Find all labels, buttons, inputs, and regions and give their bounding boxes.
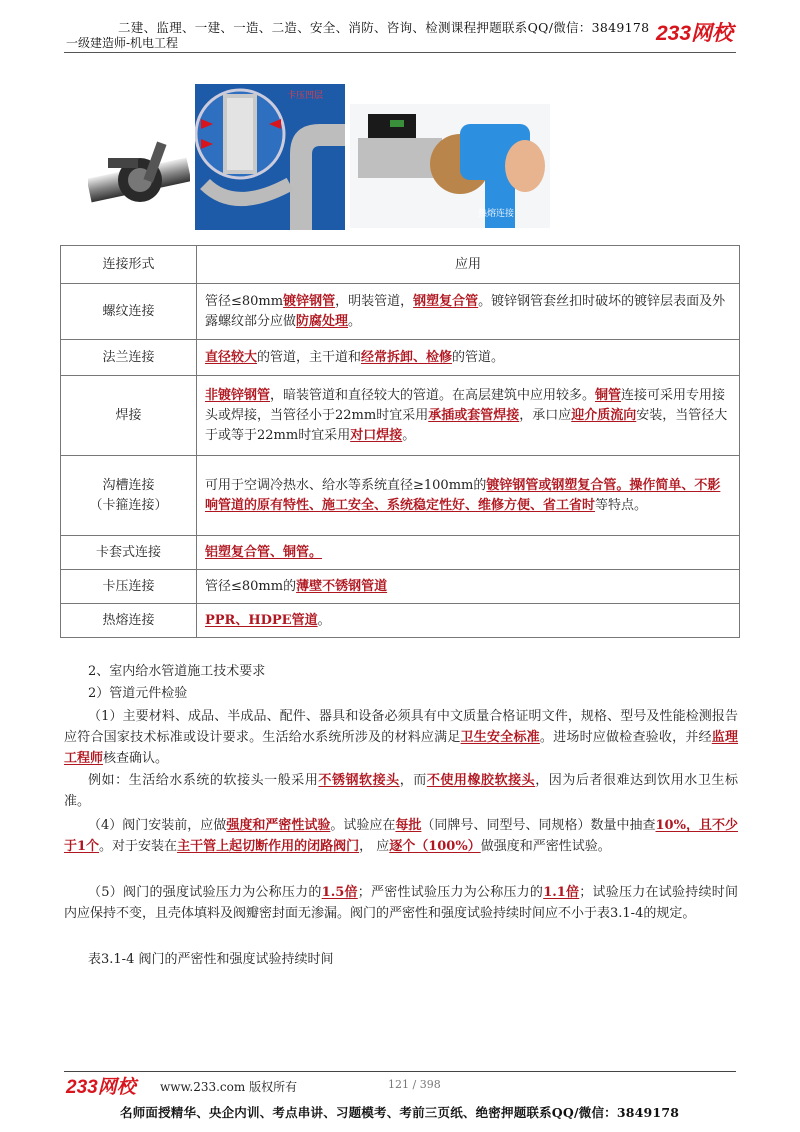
header-subject: 一级建造师-机电工程 (66, 36, 179, 50)
row-label: 焊接 (61, 376, 197, 456)
header-divider (64, 52, 736, 53)
row-application: PPR、HDPE管道。 (197, 604, 740, 638)
row-label: 法兰连接 (61, 340, 197, 376)
paragraph-valve-test: （4）阀门安装前，应做强度和严密性试验。试验应在每批（同牌号、同型号、同规格）数量中抽查10%，且不少于1个。对于安装在主干管上起切断作用的闭路阀门， 应逐个（100%）做强度和严密性试验。 (64, 818, 738, 854)
svg-text:233网校: 233网校 (66, 1077, 136, 1098)
hot-melt-fusion-photo (350, 104, 550, 228)
row-application: 非镀锌钢管，暗装管道和直径较大的管道。在高层建筑中应用较多。铜管连接可采用专用接头或焊接，当管径小于22mm时宜采用承插或套管焊接，承口应迎介质流向安装，当管径大于或等于22mm时宜采用对口焊接。 (197, 376, 740, 456)
column-header-application: 应用 (197, 246, 740, 284)
column-header-form: 连接形式 (61, 246, 197, 284)
header-logo[interactable] (654, 18, 744, 46)
svg-text:热熔连接: 热熔连接 (478, 209, 515, 219)
section-heading: 2、室内给水管道施工技术要求 (88, 664, 266, 679)
table-header-row (61, 246, 740, 284)
table-row-fusion (61, 604, 740, 638)
row-application: 管径≤80mm的薄壁不锈钢管道 (197, 570, 740, 604)
pipe-connection-table (60, 245, 740, 638)
row-application: 直径较大的管道，主干道和经常拆卸、检修的管道。 (197, 340, 740, 376)
row-application: 铝塑复合管、铜管。 (197, 536, 740, 570)
paragraph-material-inspection: （1）主要材料、成品、半成品、配件、器具和设备必须具有中文质量合格证明文件，规格、型号及性能检测报告应符合国家技术标准或设计要求。生活给水系统所涉及的材料应满足卫生安全标准。进场时应做检查验收，并经监理工程师核查确认。 (64, 709, 738, 766)
pipe-cutter-photo (88, 118, 190, 228)
paragraph-example: 例如：生活给水系统的软接头一般采用不锈钢软接头，而不使用橡胶软接头，因为后者很难达到饮用水卫生标准。 (64, 773, 738, 809)
footer-promo: 名师面授精华、央企内训、考点串讲、习题模考、考前三页纸、绝密押题联系QQ/微信：3849178 (120, 1105, 680, 1120)
press-fitting-photo (195, 84, 345, 230)
table-row-threaded (61, 284, 740, 340)
row-label: 卡套式连接 (61, 536, 197, 570)
table-row-welding (61, 376, 740, 456)
table-caption: 表3.1-4 阀门的严密性和强度试验持续时间 (88, 952, 334, 967)
paragraph-pressure: （5）阀门的强度试验压力为公称压力的1.5倍；严密性试验压力为公称压力的1.1倍；试验压力在试验持续时间内应保持不变，且壳体填料及阀瓣密封面无渗漏。阀门的严密性和强度试验持续时间应不小于表3.1-4的规定。 (64, 885, 738, 921)
row-label: 沟槽连接 （卡箍连接） (61, 456, 197, 536)
row-label: 卡压连接 (61, 570, 197, 604)
row-label: 螺纹连接 (61, 284, 197, 340)
footer-logo[interactable] (64, 1073, 154, 1099)
table-row-press (61, 570, 740, 604)
svg-text:卡压凹层: 卡压凹层 (287, 91, 324, 101)
table-row-flange (61, 340, 740, 376)
table-row-ferrule (61, 536, 740, 570)
table-row-groove (61, 456, 740, 536)
footer-site[interactable]: www.233.com 版权所有 (160, 1080, 298, 1094)
subsection-heading: 2）管道元件检验 (88, 686, 188, 701)
svg-text:233网校: 233网校 (656, 22, 734, 45)
page-number: 121 / 398 (388, 1078, 441, 1091)
header-promo: 二建、监理、一建、一造、二造、安全、消防、咨询、检测课程押题联系QQ/微信：3849178 (118, 20, 650, 35)
row-label: 热熔连接 (61, 604, 197, 638)
row-application: 管径≤80mm镀锌钢管，明装管道，钢塑复合管。镀锌钢管套丝扣时破坏的镀锌层表面及外露螺纹部分应做防腐处理。 (197, 284, 740, 340)
row-application: 可用于空调冷热水、给水等系统直径≥100mm的镀锌钢管或钢塑复合管。操作简单、不影响管道的原有特性、施工安全、系统稳定性好、维修方便、省工省时等特点。 (197, 456, 740, 536)
footer-divider (64, 1071, 736, 1072)
